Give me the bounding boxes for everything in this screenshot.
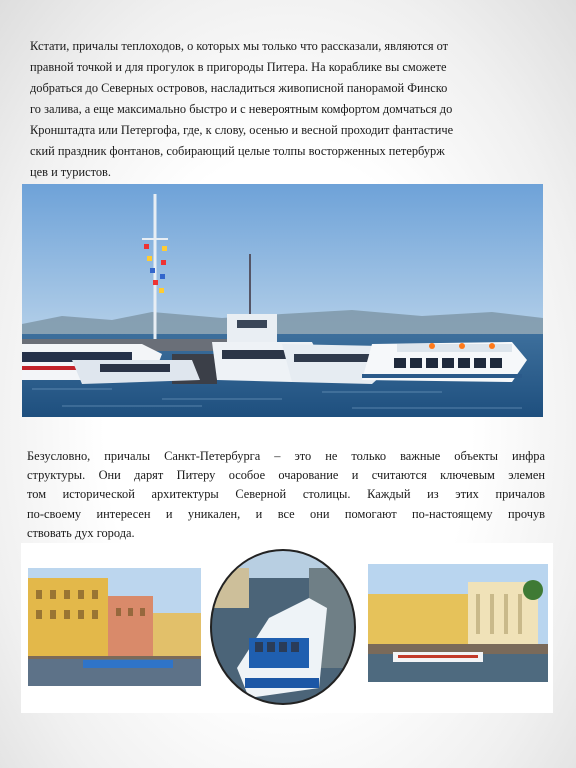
paragraph-line: том исторической архитектуры Северной столицы. Каждый из этих причалов	[27, 487, 545, 502]
canal-photo-right	[368, 564, 548, 682]
paragraph-line: по-своему интересен и уникален, и все они помогают по-настоящему прочув	[27, 506, 545, 521]
paragraph-line: цев и туристов.	[30, 165, 111, 179]
harbor-illustration	[22, 184, 543, 417]
paragraph-line: ствовать дух города.	[27, 525, 135, 540]
paragraph-line: ский праздник фонтанов, собирающий целые толпы восторженных петербурж	[30, 144, 445, 158]
harbor-photo	[22, 184, 543, 417]
boat-photo-center	[209, 548, 357, 706]
paragraph-line: добраться до Северных островов, насладиться живописной панорамой Финско	[30, 81, 448, 95]
paragraph-line: Безусловно, причалы Санкт-Петербурга – это не только важные объекты инфра	[27, 449, 545, 463]
canal-photo-left	[28, 568, 201, 686]
photo-collage	[21, 543, 553, 713]
paragraph-line: структуры. Они дарят Питеру особое очарование и считаются ключевым элемен	[27, 468, 545, 483]
paragraph-line: го залива, а еще максимально быстро и с невероятным комфортом домчаться до	[30, 102, 453, 116]
conclusion-paragraph	[27, 447, 545, 543]
paragraph-line: правной точкой и для прогулок в пригороды Питера. На кораблике вы сможете	[30, 60, 447, 74]
paragraph-line: Кстати, причалы теплоходов, о которых мы только что рассказали, являются от	[30, 39, 449, 53]
intro-paragraph	[30, 36, 550, 183]
paragraph-line: Кронштадта или Петергофа, где, к слову, осенью и весной проходит фантастиче	[30, 123, 454, 137]
